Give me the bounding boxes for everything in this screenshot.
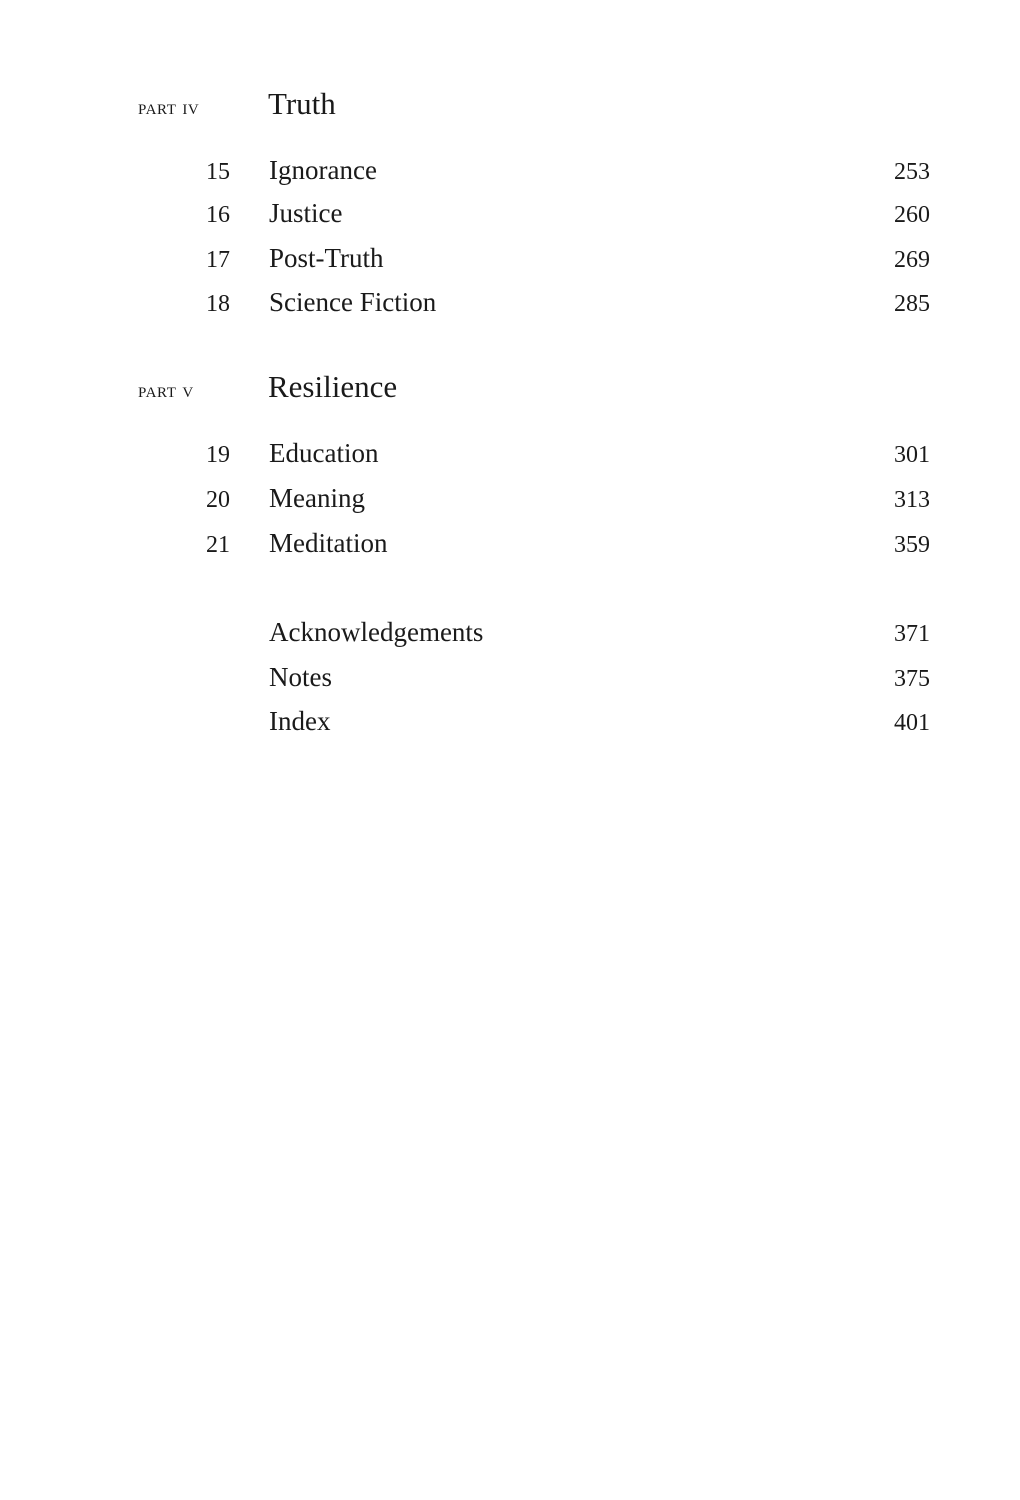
back-matter-title[interactable]: Notes — [269, 662, 332, 692]
chapter-number: 18 — [206, 291, 230, 317]
page-number: 260 — [894, 202, 930, 228]
page-number: 269 — [894, 247, 930, 273]
chapter-title[interactable]: Justice — [269, 198, 343, 228]
part-title: Resilience — [268, 369, 398, 404]
toc-entry[interactable] — [0, 435, 1020, 475]
chapter-number: 20 — [206, 487, 230, 513]
toc-entry-back-matter[interactable] — [0, 703, 1020, 743]
chapter-title[interactable]: Ignorance — [269, 155, 377, 185]
toc-entry[interactable] — [0, 152, 1020, 192]
part-label: part iv — [138, 95, 200, 119]
part-heading — [0, 371, 1020, 411]
chapter-number: 19 — [206, 442, 230, 468]
toc-entry[interactable] — [0, 240, 1020, 280]
toc-entry[interactable] — [0, 284, 1020, 324]
chapter-title[interactable]: Meaning — [269, 483, 365, 513]
page-number: 301 — [894, 442, 930, 468]
back-matter-title[interactable]: Index — [269, 706, 331, 736]
page-number: 359 — [894, 532, 930, 558]
toc-entry[interactable] — [0, 195, 1020, 235]
chapter-number: 15 — [206, 159, 230, 185]
toc-entry-back-matter[interactable] — [0, 614, 1020, 654]
chapter-title[interactable]: Education — [269, 438, 379, 468]
toc-entry[interactable] — [0, 480, 1020, 520]
back-matter-title[interactable]: Acknowledgements — [269, 617, 484, 647]
toc-entry[interactable] — [0, 525, 1020, 565]
chapter-number: 21 — [206, 532, 230, 558]
page-number: 285 — [894, 291, 930, 317]
part-heading — [0, 88, 1020, 128]
toc-entry-back-matter[interactable] — [0, 659, 1020, 699]
part-title: Truth — [268, 86, 336, 121]
chapter-title[interactable]: Post-Truth — [269, 243, 384, 273]
page-number: 253 — [894, 159, 930, 185]
chapter-title[interactable]: Science Fiction — [269, 287, 437, 317]
chapter-title[interactable]: Meditation — [269, 528, 388, 558]
chapter-number: 16 — [206, 202, 230, 228]
page-number: 371 — [894, 621, 930, 647]
page-number: 375 — [894, 666, 930, 692]
page-number: 313 — [894, 487, 930, 513]
page-number: 401 — [894, 710, 930, 736]
part-label: part v — [138, 378, 194, 402]
chapter-number: 17 — [206, 247, 230, 273]
